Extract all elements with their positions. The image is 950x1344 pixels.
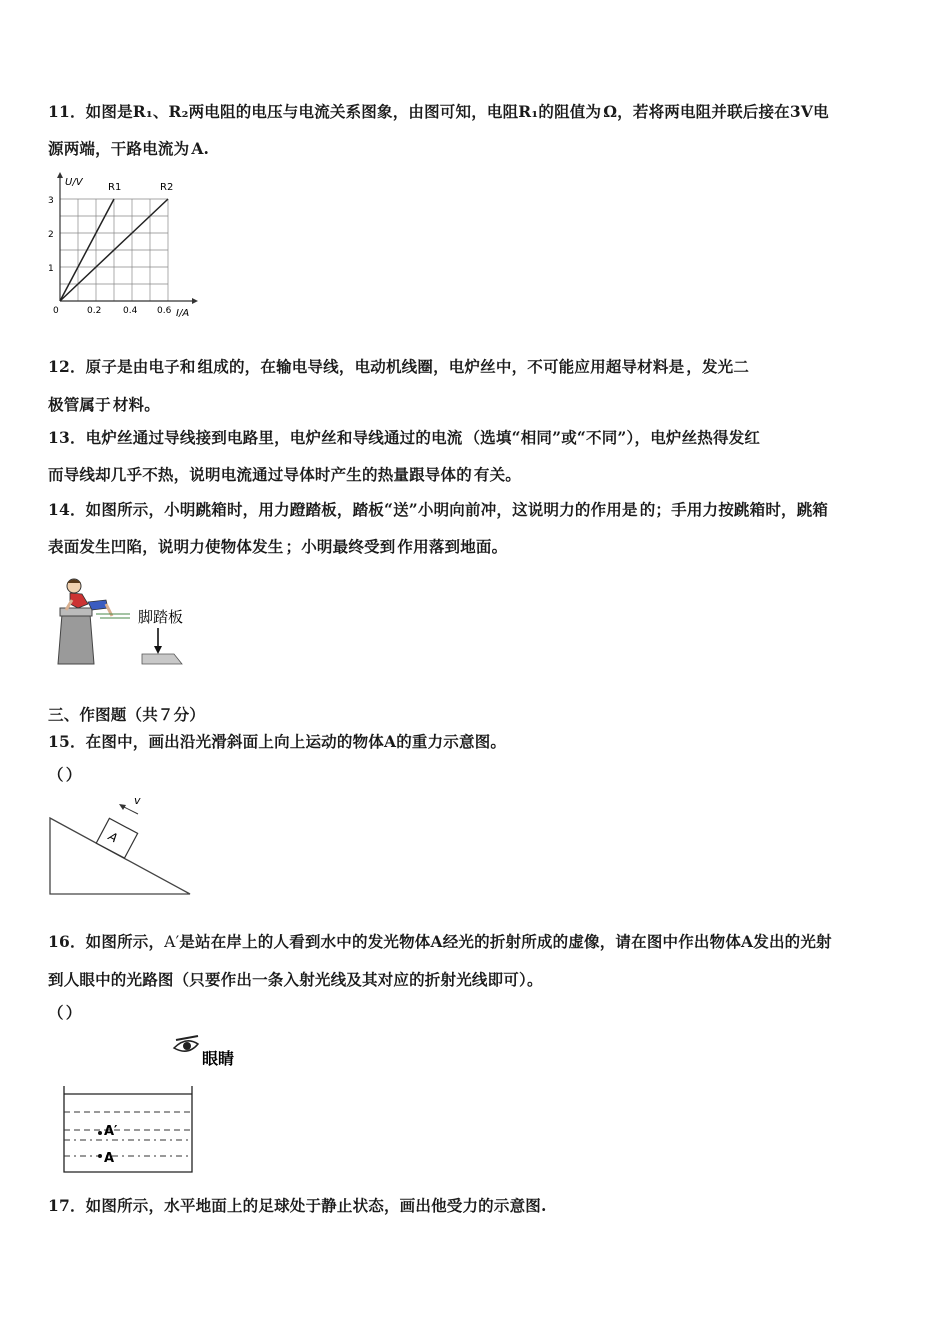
q12-text-a: 12．原子是由电子和 bbox=[48, 357, 196, 376]
q16-open-paren: （ bbox=[48, 1003, 64, 1022]
q11-y-tick-3: 3 bbox=[48, 196, 54, 206]
q11-x-tick-0: 0 bbox=[53, 306, 59, 316]
a-prime-label: A′ bbox=[104, 1124, 118, 1139]
q12-text-d: 极管属于 bbox=[48, 395, 111, 414]
q11-x-tick-2: 0.4 bbox=[123, 306, 138, 316]
q15-open-paren: （ bbox=[48, 765, 64, 784]
q11-r1-label: R1 bbox=[108, 182, 122, 193]
q11-text-a: 11．如图是R₁、R₂两电阻的电压与电流关系图象，由图可知，电阻R₁的阻值为 bbox=[48, 102, 602, 121]
block-a bbox=[96, 818, 137, 858]
q11-y-tick-2: 2 bbox=[48, 230, 54, 240]
q16-line2: 到人眼中的光路图（只要作出一条入射光线及其对应的折射光线即可）。 bbox=[48, 970, 543, 989]
q14-text-d: ；小明最终受到 bbox=[285, 537, 396, 556]
a-label: A bbox=[104, 1151, 115, 1166]
q11-line1 bbox=[48, 102, 829, 122]
q14-figure bbox=[48, 574, 198, 670]
q11-text-c: 源两端，干路电流为 bbox=[48, 139, 190, 158]
springboard-label: 脚踏板 bbox=[138, 608, 184, 626]
q12-line1 bbox=[48, 357, 749, 377]
q13-text-a: 13．电炉丝通过导线接到电路里，电炉丝和导线通过的电流 bbox=[48, 428, 463, 447]
q16-answer-line bbox=[48, 1003, 81, 1023]
q11-x-tick-1: 0.2 bbox=[87, 306, 102, 316]
q16-text-a: 16．如图所示， bbox=[48, 932, 165, 951]
q12-text-c: ，发光二 bbox=[686, 357, 750, 376]
q13-text-b: （选填“相同”或“不同”），电炉丝热得发红 bbox=[464, 428, 761, 447]
q16-symbol: A′ bbox=[164, 933, 180, 951]
q11-graph bbox=[42, 170, 202, 320]
vaulting-box bbox=[58, 614, 94, 664]
q12-text-e: 材料。 bbox=[112, 395, 160, 414]
q14-line2 bbox=[48, 537, 507, 557]
q11-text-d: A. bbox=[191, 139, 210, 158]
q15-answer-line bbox=[48, 765, 81, 785]
q17-line1: 17．如图所示，水平地面上的足球处于静止状态，画出他受力的示意图. bbox=[48, 1196, 547, 1215]
q16-text-b: 是站在岸上的人看到水中的发光物体A经光的折射所成的虚像，请在图中作出物体A发出的光射 bbox=[179, 932, 832, 951]
q12-text-b: 组成的，在输电导线，电动机线圈，电炉丝中，不可能应用超导材料是 bbox=[197, 357, 685, 376]
q16-line1 bbox=[48, 932, 832, 952]
section3-heading: 三、作图题（共７分） bbox=[48, 705, 206, 724]
q11-text-b: Ω，若将两电阻并联后接在3V电 bbox=[603, 102, 829, 121]
q11-x-label: I/A bbox=[176, 308, 190, 319]
a-dot bbox=[98, 1154, 102, 1158]
q14-text-a: 14．如图所示，小明跳箱时，用力蹬踏板，踏板“送”小明向前冲，这说明力的作用是 bbox=[48, 500, 638, 519]
q11-y-label: U/V bbox=[65, 177, 83, 188]
q11-line2 bbox=[48, 139, 209, 159]
q16-close-paren: ） bbox=[65, 1003, 82, 1022]
q11-y-tick-1: 1 bbox=[48, 264, 54, 274]
eye-icon bbox=[174, 1036, 198, 1051]
q15-figure-svg bbox=[46, 794, 196, 898]
springboard-arrowhead-icon bbox=[154, 646, 162, 654]
springboard-icon bbox=[142, 654, 182, 664]
q14-figure-svg bbox=[48, 574, 198, 670]
q11-x-arrow bbox=[192, 298, 198, 304]
q14-text-e: 作用落到地面。 bbox=[397, 537, 508, 556]
boy-hair-icon bbox=[67, 580, 81, 584]
eye-label: 眼睛 bbox=[202, 1049, 235, 1068]
q14-text-b: 的；手用力按跳箱时，跳箱 bbox=[639, 500, 829, 519]
block-a-label: A bbox=[106, 829, 120, 846]
q16-figure bbox=[58, 1034, 258, 1176]
q13-line1 bbox=[48, 428, 760, 448]
q11-graph-svg bbox=[42, 170, 202, 320]
q11-y-arrow bbox=[57, 172, 63, 178]
water-tank bbox=[64, 1086, 192, 1172]
q13-line2 bbox=[48, 465, 521, 485]
q11-x-tick-3: 0.6 bbox=[157, 306, 172, 316]
q12-line2 bbox=[48, 395, 160, 415]
q14-text-c: 表面发生凹陷，说明力使物体发生 bbox=[48, 537, 284, 556]
q13-text-d: 有关。 bbox=[473, 465, 522, 484]
q16-figure-svg bbox=[58, 1034, 258, 1176]
velocity-label: v bbox=[134, 794, 141, 807]
q15-figure bbox=[46, 794, 196, 898]
q14-line1 bbox=[48, 500, 828, 520]
q13-text-c: 而导线却几乎不热，说明电流通过导体时产生的热量跟导体的 bbox=[48, 465, 472, 484]
q11-r2-label: R2 bbox=[160, 182, 174, 193]
a-prime-dot bbox=[98, 1131, 102, 1135]
q15-close-paren: ） bbox=[65, 765, 82, 784]
q15-line1: 15．在图中，画出沿光滑斜面上向上运动的物体A的重力示意图。 bbox=[48, 732, 507, 751]
